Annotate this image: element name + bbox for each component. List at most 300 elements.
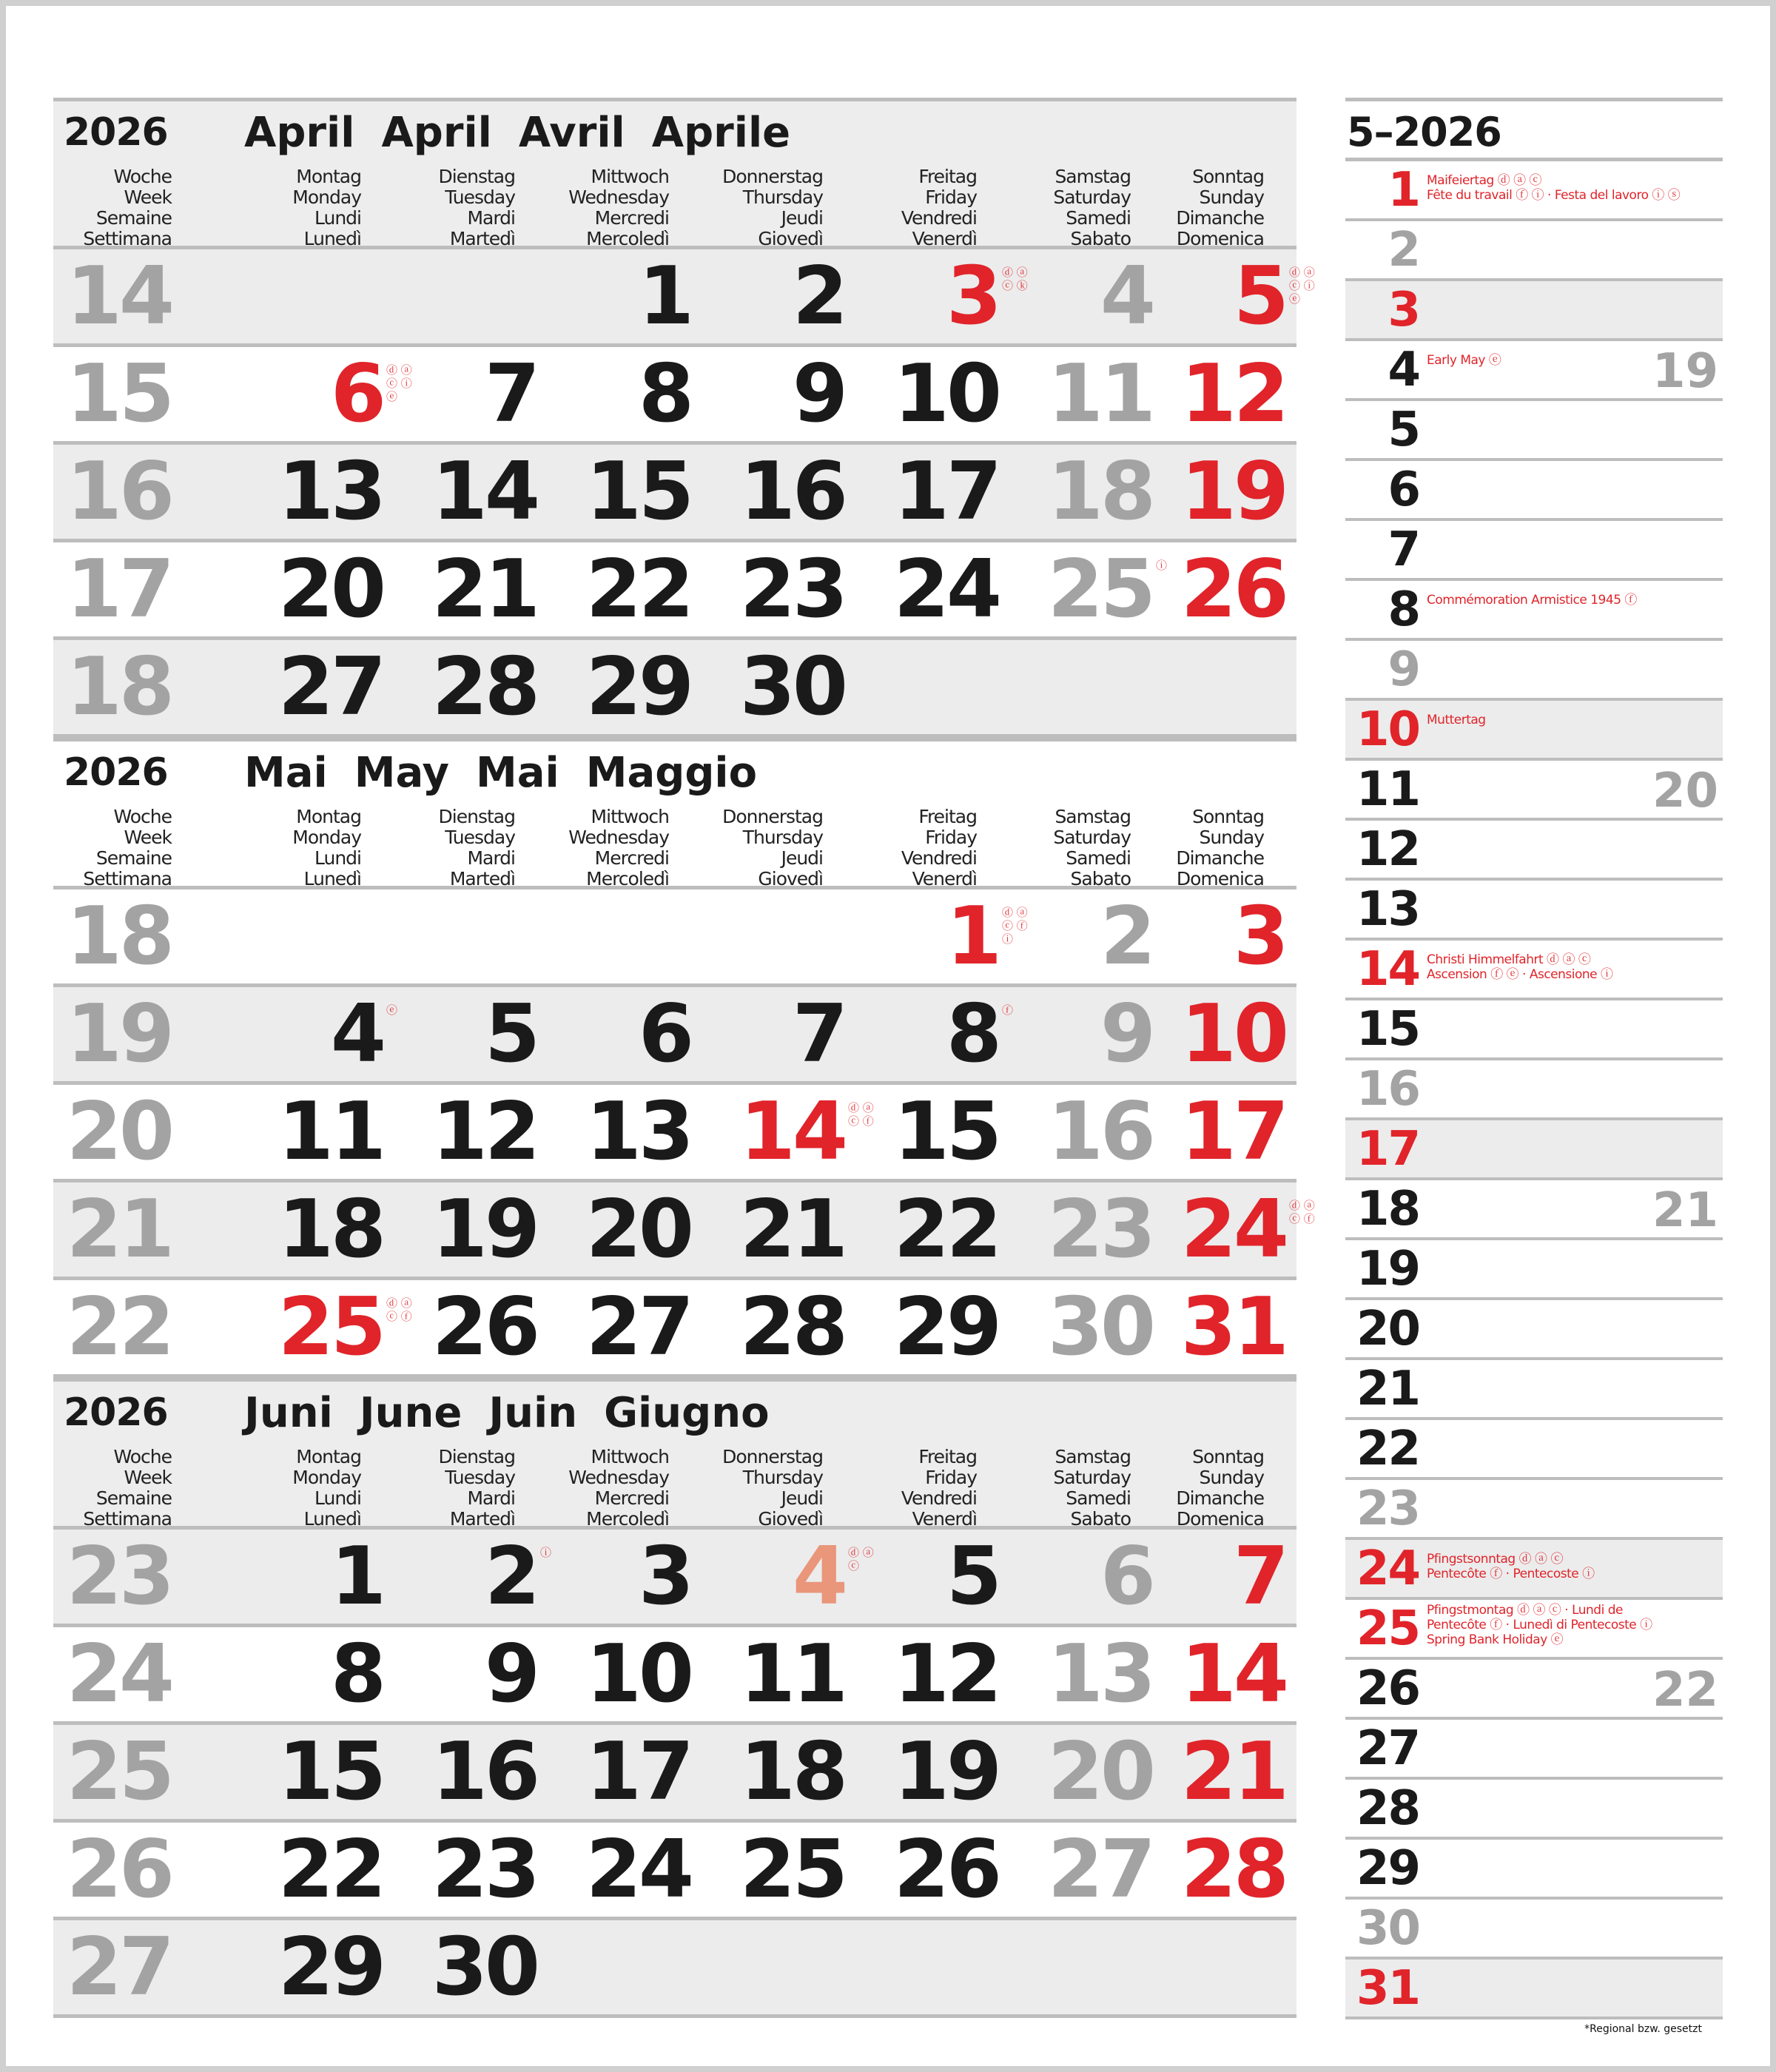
day-cell[interactable] [1168,445,1286,539]
day-cell[interactable] [706,1280,845,1374]
day-number: 28 [739,1281,845,1373]
day-cell[interactable] [398,640,537,734]
day-cell[interactable] [706,542,845,636]
day-number: 5 [484,988,537,1080]
day-number: 20 [585,1183,691,1276]
sidebar-day-row[interactable] [1345,341,1723,401]
day-cell[interactable] [1168,1183,1286,1276]
day-cell[interactable] [552,347,691,441]
month-header [53,98,1296,249]
day-cell[interactable] [860,1823,999,1917]
sidebar-day-row[interactable] [1345,1180,1723,1240]
weekday-name: Mittwoch [591,166,669,187]
day-cell[interactable] [1168,1627,1286,1721]
sidebar-day-number: 5 [1388,403,1419,457]
weekday-name: Sonntag [1192,806,1264,827]
sidebar-day-number: 26 [1356,1661,1419,1716]
week-number: 15 [66,348,172,440]
day-number: 18 [278,1183,383,1276]
footnote: *Regional bzw. gesetzt [1584,2023,1702,2035]
day-cell[interactable] [552,445,691,539]
day-cell[interactable] [706,987,845,1081]
weekday-name: Monday [292,827,361,848]
sidebar-day-row[interactable] [1345,401,1723,461]
week-column-label [53,807,172,889]
weekday-label [530,1447,669,1530]
day-number: 17 [585,1726,691,1818]
day-cell[interactable] [1014,1085,1153,1179]
sidebar-day-row[interactable] [1345,461,1723,521]
week-number: 14 [66,250,172,343]
day-cell[interactable] [1168,987,1286,1081]
weekday-name: Venerdì [912,1508,977,1530]
day-cell[interactable] [552,1085,691,1179]
day-cell[interactable] [1168,1823,1286,1917]
week-number: 26 [66,1823,172,1916]
sidebar-day-number: 6 [1388,462,1419,517]
weekday-label [1146,166,1264,249]
month-1 [53,98,1315,738]
day-cell[interactable] [1014,889,1153,983]
sidebar-title: 5–2026 [1347,109,1501,155]
weekday-name: Sunday [1199,186,1264,208]
day-number: 15 [278,1726,383,1818]
day-cell[interactable] [860,1280,999,1374]
weekday-name: Dimanche [1176,847,1264,869]
weekday-name: Sabato [1070,868,1131,889]
week-number: 27 [66,1921,172,2014]
holiday-note: Pfingstsonntag ⓓ ⓐ ⓒ Pentecôte ⓕ · Pentecoste ⓘ [1427,1552,1595,1581]
day-cell[interactable] [552,1280,691,1374]
weekday-name: Venerdì [912,228,977,249]
day-cell[interactable] [860,1530,999,1624]
day-number: 27 [1047,1823,1153,1916]
day-number: 6 [638,988,691,1080]
weekday-name: Dimanche [1176,1487,1264,1509]
month-grids [53,98,1315,2018]
holiday-region-marks: ⓔ [386,1003,398,1017]
day-cell[interactable] [1168,1085,1286,1179]
sidebar-day-number: 18 [1356,1182,1419,1237]
day-cell[interactable] [860,1725,999,1819]
sidebar-day-number: 9 [1388,642,1419,697]
week-label: Woche [113,806,172,827]
week-row [53,445,1296,542]
day-number: 22 [585,543,691,636]
day-number: 8 [638,348,691,440]
weekday-name: Tuesday [445,186,515,208]
day-cell[interactable] [1014,445,1153,539]
day-cell[interactable] [1014,1823,1153,1917]
day-cell[interactable] [552,987,691,1081]
day-number: 30 [431,1921,537,2014]
day-number: 7 [792,988,845,1080]
weekday-label [992,807,1131,889]
day-number: 16 [1047,1086,1153,1178]
sidebar-day-row[interactable] [1345,521,1723,581]
day-cell[interactable] [1168,347,1286,441]
weekday-label [222,166,361,249]
weekday-label [992,166,1131,249]
weekday-name: Dienstag [438,1446,515,1467]
day-number: 29 [278,1921,383,2014]
day-cell[interactable] [244,987,383,1081]
week-label: Week [124,186,172,208]
weekday-name: Mercoledì [586,1508,669,1530]
week-number: 17 [66,543,172,636]
sidebar-day-number: 3 [1388,283,1419,337]
day-number: 4 [330,988,383,1080]
sidebar-day-row[interactable] [1345,761,1723,821]
day-number: 18 [1047,445,1153,538]
weekday-name: Montag [296,166,361,187]
weekday-label [530,166,669,249]
sidebar-day-row[interactable] [1345,701,1723,761]
week-row [53,249,1315,347]
day-cell[interactable] [860,445,999,539]
week-label: Woche [113,166,172,187]
weekday-name: Freitag [918,806,977,827]
day-cell[interactable] [244,1823,383,1917]
month-name-lang: Juin [488,1389,578,1437]
day-cell[interactable] [706,1627,845,1721]
sidebar-day-number: 27 [1356,1721,1419,1776]
weekday-label [992,1447,1131,1530]
holiday-region-marks: ⓘ [540,1546,552,1559]
day-cell[interactable] [860,987,999,1081]
weekday-name: Mercoledì [586,868,669,889]
weekday-name: Montag [296,1446,361,1467]
month-header [53,738,1296,889]
sidebar-day-row[interactable] [1345,161,1723,221]
week-label: Semaine [95,1487,172,1509]
week-row [53,1085,1296,1183]
sidebar-day-row[interactable] [1345,821,1723,881]
day-cell[interactable] [244,1627,383,1721]
sidebar-day-number: 11 [1356,762,1419,817]
day-number: 26 [1180,543,1286,636]
weekday-name: Wednesday [568,186,669,208]
day-cell[interactable] [1014,1183,1153,1276]
holiday-note: Pfingstmontag ⓓ ⓐ ⓒ · Lundi de Pentecôte ⓕ · Lunedì di Pentecoste ⓘ Spring Bank Holiday ⓔ [1427,1603,1652,1647]
day-cell[interactable] [244,542,383,636]
sidebar-day-row[interactable] [1345,1360,1723,1420]
sidebar-day-number: 4 [1388,343,1419,397]
day-number: 1 [946,890,999,983]
week-label: Settimana [83,1508,172,1530]
sidebar-day-row[interactable] [1345,1000,1723,1060]
day-number: 3 [1233,890,1286,983]
day-cell[interactable] [1014,1280,1153,1374]
holiday-note: Christi Himmelfahrt ⓓ ⓐ ⓒ Ascension ⓕ ⓔ · Ascensione ⓘ [1427,952,1613,982]
weekday-name: Dienstag [438,166,515,187]
weekday-name: Lunedì [303,868,361,889]
day-cell[interactable] [244,1920,383,2014]
day-cell[interactable] [398,1183,537,1276]
day-number: 15 [893,1086,999,1178]
holiday-note: Early May ⓔ [1427,353,1501,368]
day-cell[interactable] [552,1725,691,1819]
sidebar-day-row[interactable] [1345,1480,1723,1540]
month-name-lang: Maggio [585,749,758,797]
week-row [53,1823,1296,1920]
sidebar-day-row[interactable] [1345,281,1723,341]
sidebar-day-row[interactable] [1345,1720,1723,1780]
weekday-name: Thursday [742,827,823,848]
weekday-name: Mercoledì [586,228,669,249]
day-cell[interactable] [1168,1530,1286,1624]
day-number: 7 [484,348,537,440]
month-name-lang: Avril [518,109,625,157]
week-number: 20 [66,1086,172,1178]
day-cell[interactable] [552,542,691,636]
holiday-region-marks: ⓓ ⓐ ⓒ ⓘ ⓔ [386,363,412,403]
sidebar-day-number: 29 [1356,1841,1419,1896]
day-cell[interactable] [398,1823,537,1917]
month-strip [1345,98,1723,2019]
day-cell[interactable] [244,1530,383,1624]
weekday-name: Samedi [1066,1487,1131,1509]
weekday-name: Friday [925,186,977,208]
day-cell[interactable] [398,542,537,636]
sidebar-day-row[interactable] [1345,1780,1723,1840]
week-number: 16 [66,445,172,538]
month-name-lang: June [359,1389,462,1437]
day-cell[interactable] [706,640,845,734]
day-cell[interactable] [1168,542,1286,636]
day-number: 28 [431,641,537,733]
day-number: 18 [739,1726,845,1818]
sidebar-day-number: 14 [1356,942,1419,997]
sidebar-day-number: 10 [1356,702,1419,757]
holiday-region-marks: ⓓ ⓐ ⓒ ⓕ [386,1296,412,1323]
month-name-lang: Mai [476,749,559,797]
day-cell[interactable] [706,347,845,441]
month-name-lang: Aprile [651,109,791,157]
holiday-region-marks: ⓕ [1002,1003,1014,1017]
holiday-note: Maifeiertag ⓓ ⓐ ⓒ Fête du travail ⓕ ⓘ · Festa del lavoro ⓘ ⓢ [1427,173,1681,203]
sidebar-day-row[interactable] [1345,1600,1723,1660]
weekday-name: Donnerstag [722,166,823,187]
sidebar-day-number: 24 [1356,1541,1419,1596]
month-name-lang: April [244,109,355,157]
day-cell[interactable] [552,1627,691,1721]
day-number: 22 [278,1823,383,1916]
day-cell[interactable] [244,1085,383,1179]
day-cell[interactable] [1014,987,1153,1081]
day-cell[interactable] [706,1530,845,1624]
weekday-label [530,807,669,889]
weekday-label [838,807,977,889]
weekday-name: Friday [925,827,977,848]
sidebar-day-row[interactable] [1345,1540,1723,1600]
sidebar-day-row[interactable] [1345,1300,1723,1360]
sidebar-day-row[interactable] [1345,1420,1723,1480]
weekday-name: Dienstag [438,806,515,827]
month-2 [53,738,1315,1378]
day-cell[interactable] [706,1183,845,1276]
week-row [53,1725,1296,1823]
weekday-name: Donnerstag [722,1446,823,1467]
day-number: 21 [739,1183,845,1276]
day-number: 19 [893,1726,999,1818]
day-cell[interactable] [398,1085,537,1179]
day-cell[interactable] [706,1085,845,1179]
day-cell[interactable] [398,1725,537,1819]
day-cell[interactable] [1014,542,1153,636]
weekday-label [376,807,515,889]
weekday-name: Freitag [918,166,977,187]
sidebar-day-row[interactable] [1345,1120,1723,1180]
day-cell[interactable] [860,1183,999,1276]
sidebar-day-row[interactable] [1345,1960,1723,2019]
day-number: 15 [585,445,691,538]
month-header [53,1378,1296,1530]
day-cell[interactable] [1168,889,1286,983]
weekday-label [1146,1447,1264,1530]
week-row [53,1183,1315,1280]
holiday-region-marks: ⓓ ⓐ ⓒ ⓕ [1289,1199,1315,1225]
sidebar-day-row[interactable] [1345,221,1723,281]
day-number: 20 [278,543,383,636]
day-number: 10 [585,1628,691,1720]
day-number: 5 [1233,250,1286,343]
weekday-name: Lundi [314,847,361,869]
day-cell[interactable] [1168,1280,1286,1374]
day-cell[interactable] [860,1085,999,1179]
weekday-name: Tuesday [445,827,515,848]
sidebar-day-row[interactable] [1345,581,1723,641]
sidebar-day-row[interactable] [1345,641,1723,701]
day-cell[interactable] [552,1530,691,1624]
weekday-label [684,166,823,249]
day-number: 9 [1100,988,1153,1080]
day-cell[interactable] [244,1183,383,1276]
day-cell[interactable] [398,987,537,1081]
day-cell[interactable] [706,249,845,343]
holiday-region-marks: ⓓ ⓐ ⓒ [848,1546,874,1572]
day-cell[interactable] [1168,249,1286,343]
week-label: Week [124,827,172,848]
week-row [53,1627,1296,1725]
day-cell[interactable] [244,1725,383,1819]
month-name-lang: April [381,109,492,157]
week-number: 23 [66,1530,172,1623]
weekday-name: Jeudi [781,847,823,869]
day-number: 25 [278,1281,383,1373]
holiday-note: Muttertag [1427,713,1486,727]
day-cell[interactable] [552,640,691,734]
weekday-name: Mercredi [594,847,669,869]
day-number: 26 [893,1823,999,1916]
day-number: 6 [330,348,383,440]
weekday-name: Domenica [1176,228,1264,249]
day-number: 9 [792,348,845,440]
day-number: 23 [739,543,845,636]
day-number: 5 [946,1530,999,1623]
weekday-name: Friday [925,1467,977,1488]
day-cell[interactable] [860,542,999,636]
day-cell[interactable] [398,1530,537,1624]
day-number: 11 [739,1628,845,1720]
year-label: 2026 [64,1390,168,1435]
day-cell[interactable] [244,347,383,441]
day-cell[interactable] [552,1823,691,1917]
day-cell[interactable] [244,640,383,734]
day-cell[interactable] [1014,1530,1153,1624]
day-cell[interactable] [398,347,537,441]
week-label: Woche [113,1446,172,1467]
week-number: 21 [66,1183,172,1276]
month-name-lang: May [354,749,450,797]
day-number: 27 [585,1281,691,1373]
week-row [53,1920,1296,2018]
weekday-name: Samstag [1054,166,1131,187]
weekday-name: Lundi [314,1487,361,1509]
day-cell[interactable] [1168,1725,1286,1819]
sidebar-day-row[interactable] [1345,1240,1723,1300]
day-cell[interactable] [1014,347,1153,441]
day-number: 11 [1047,348,1153,440]
sidebar-week-number: 20 [1652,764,1718,818]
weekday-name: Vendredi [901,847,977,869]
day-cell[interactable] [244,1280,383,1374]
day-cell[interactable] [398,445,537,539]
day-cell[interactable] [706,445,845,539]
day-cell[interactable] [398,1920,537,2014]
sidebar-week-number: 21 [1652,1183,1718,1238]
sidebar-day-row[interactable] [1345,1660,1723,1720]
day-cell[interactable] [244,445,383,539]
day-cell[interactable] [1014,1627,1153,1721]
sidebar-day-row[interactable] [1345,1840,1723,1900]
day-cell[interactable] [860,347,999,441]
day-cell[interactable] [860,889,999,983]
day-cell[interactable] [398,1280,537,1374]
day-number: 25 [739,1823,845,1916]
weekday-name: Martedì [449,228,515,249]
day-number: 28 [1180,1823,1286,1916]
weekday-label [376,166,515,249]
day-cell[interactable] [398,1627,537,1721]
sidebar-day-row[interactable] [1345,1900,1723,1960]
weekday-name: Mardi [467,847,515,869]
day-cell[interactable] [552,249,691,343]
day-cell[interactable] [860,1627,999,1721]
weekday-name: Monday [292,186,361,208]
week-number: 22 [66,1281,172,1373]
day-cell[interactable] [860,249,999,343]
weekday-name: Sabato [1070,228,1131,249]
sidebar-day-row[interactable] [1345,941,1723,1000]
sidebar-day-row[interactable] [1345,881,1723,941]
day-cell[interactable] [1014,249,1153,343]
day-cell[interactable] [706,1725,845,1819]
day-cell[interactable] [706,1823,845,1917]
day-number: 16 [431,1726,537,1818]
day-number: 27 [278,641,383,733]
day-cell[interactable] [1014,1725,1153,1819]
weekday-name: Sunday [1199,827,1264,848]
day-cell[interactable] [552,1183,691,1276]
weekday-name: Freitag [918,1446,977,1467]
sidebar-day-number: 8 [1388,582,1419,637]
weekday-name: Vendredi [901,207,977,229]
sidebar-week-number: 19 [1652,344,1718,399]
sidebar-day-number: 28 [1356,1781,1419,1836]
weekday-label [684,1447,823,1530]
sidebar-day-row[interactable] [1345,1060,1723,1120]
